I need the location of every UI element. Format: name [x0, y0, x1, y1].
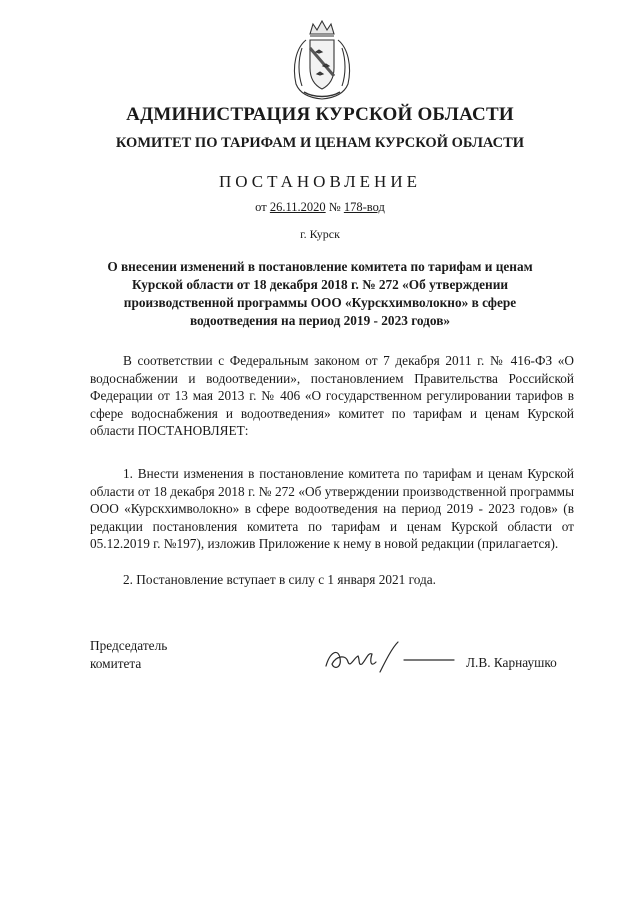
- clause-1-paragraph: 1. Внести изменения в постановление комитета по тарифам и ценам Курской области от 18 декабря 2018 г. № 272 «Об утверждении производственной программы ООО «Курскхимволокно» в сфере водоотведения на период 2019 - 2023 годов» (в редакции постановления комитета по тарифам и ценам Курской области от 05.12.2019 г. №197), изложив Приложение к нему в новой редакции (прилагается).: [90, 466, 574, 551]
- document-type: ПОСТАНОВЛЕНИЕ: [218, 172, 421, 191]
- clause-2-paragraph: 2. Постановление вступает в силу с 1 января 2021 года.: [123, 572, 437, 587]
- signatory-position: [90, 637, 167, 673]
- position-line-1: Председатель: [90, 638, 168, 653]
- position-line-2: комитета: [90, 656, 142, 671]
- committee-name: КОМИТЕТ ПО ТАРИФАМ И ЦЕНАМ КУРСКОЙ ОБЛАСТИ: [115, 135, 525, 151]
- organization-name: АДМИНИСТРАЦИЯ КУРСКОЙ ОБЛАСТИ: [126, 104, 514, 125]
- number-prefix: №: [328, 200, 341, 214]
- signatory-name: Л.В. Карнаушко: [466, 655, 557, 670]
- document-title: О внесении изменений в постановление комитета по тарифам и ценам Курской области от 18 декабря 2018 г. № 272 «Об утверждении производственной программы ООО «Курскхимволокно» в сфере водоотведения на период 2019 - 2023 годов»: [107, 259, 533, 328]
- handwritten-signature: [320, 638, 460, 676]
- document-number: 178-вод: [343, 200, 385, 214]
- preamble-paragraph: В соответствии с Федеральным законом от 7 декабря 2011 г. № 416-ФЗ «О водоснабжении и водоотведении», постановлением Правительства Российской Федерации от 13 мая 2013 г. № 406 «О государственном регулировании тарифов в сфере водоснабжения и водоотведения» комитет по тарифам и ценам Курской области ПОСТАНОВЛЯЕТ:: [90, 353, 574, 438]
- date-prefix: от: [255, 200, 267, 214]
- city: г. Курск: [300, 227, 340, 241]
- document-date-number: [0, 200, 640, 215]
- document-date: 26.11.2020: [269, 200, 326, 214]
- coat-of-arms-icon: [286, 18, 358, 102]
